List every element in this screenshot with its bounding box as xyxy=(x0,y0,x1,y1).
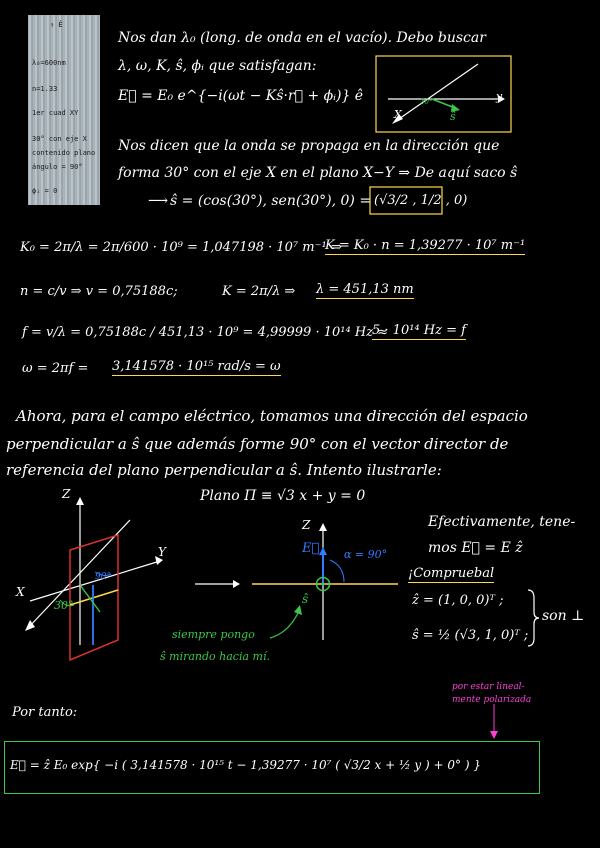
pol-note-arrowhead xyxy=(490,731,498,739)
pol-note-1: por estar lineal- xyxy=(452,682,525,692)
pol-note-2: mente polarizada xyxy=(452,695,532,705)
inset-label-y: y xyxy=(496,90,503,103)
axis-z-arrowhead xyxy=(76,497,84,505)
transition-arrowhead xyxy=(233,580,240,588)
thumb-line: ↑ Ê xyxy=(50,21,63,29)
f-calc: f = v/λ = 0,75188c / 451,13 · 10⁹ = 4,99999 · 10¹⁴ Hz ≈ xyxy=(22,325,389,340)
s-formula: ŝ = (cos(30°), sen(30°), 0) = xyxy=(170,193,372,209)
diagram-left-y: Y xyxy=(158,545,166,559)
field-line-3: referencia del plano perpendicular a ŝ. Intento ilustrarle: xyxy=(6,461,442,479)
check-note: ¡Compruebal xyxy=(408,566,495,581)
perpendicular-note: son ⊥ xyxy=(542,608,585,624)
inset-x-axis xyxy=(396,64,478,121)
perp-brace xyxy=(528,590,539,646)
diagram-left-angle-30: 30° xyxy=(54,599,74,612)
thumb-line: λ₀=600nm xyxy=(32,59,66,67)
thumb-line: 30° con eje X xyxy=(32,135,87,143)
e-field-arrowhead xyxy=(319,547,327,555)
field-line-1: Ahora, para el campo eléctrico, tomamos una dirección del espacio xyxy=(16,407,528,425)
diagram-note-1: siempre pongo xyxy=(172,628,255,641)
s-vector-left xyxy=(80,585,100,612)
omega-calc: ω = 2πf = xyxy=(22,361,89,376)
thumb-line: 1er cuad XY xyxy=(32,109,79,117)
direction-line-2: forma 30° con el eje X en el plano X−Y ⇒ De aquí saco ŝ xyxy=(118,165,518,181)
z-vector: ẑ = (1, 0, 0)ᵀ ; xyxy=(412,593,504,608)
omega-result: 3,141578 · 10¹⁵ rad/s = ω xyxy=(112,359,281,374)
k0-calc: K₀ = 2π/λ = 2π/600 · 10⁹ = 1,047198 · 10⁷ m⁻¹ ⇒ xyxy=(20,240,342,255)
k-result: K = K₀ · n = 1,39277 · 10⁷ m⁻¹ xyxy=(325,238,526,253)
diagram-right-s: ŝ xyxy=(302,592,309,606)
note-pointer xyxy=(270,613,298,638)
thumb-line: n=1.33 xyxy=(32,85,58,93)
diagram-left-angle-90: 90° xyxy=(95,572,111,582)
lambda-result: λ = 451,13 nm xyxy=(316,282,414,297)
intro-line-1: Nos dan λ₀ (long. de onda en el vacío). Debo buscar xyxy=(118,30,486,46)
conclusion-line-2: mos E⃗ = E ẑ xyxy=(428,540,523,556)
k-lambda: K = 2π/λ ⇒ xyxy=(222,284,296,299)
diagram-right-e: E⃗ xyxy=(302,541,320,556)
note-pointer-head xyxy=(294,605,302,615)
diagram-left-x: X xyxy=(16,585,25,599)
n-calc: n = c/v ⇒ v = 0,75188c; xyxy=(20,284,178,299)
s-out-of-page-dot xyxy=(321,582,324,585)
diagram-right-alpha: α = 90° xyxy=(344,548,388,561)
intro-line-2: λ, ω, K, ŝ, ϕᵢ que satisfagan: xyxy=(118,58,317,74)
inset-label-s: ŝ xyxy=(450,110,456,123)
wave-equation: E⃗ = E₀ e^{−i(ωt − Kŝ·r⃗ + ϕᵢ)} ê xyxy=(118,88,364,104)
thumb-line: ángulo = 90° xyxy=(32,163,83,171)
f-result: 5 · 10¹⁴ Hz = f xyxy=(372,323,466,338)
field-line-2: perpendicular a ŝ que además forme 90° con el vector director de xyxy=(6,435,509,453)
thumb-line: ϕᵢ = 0 xyxy=(32,187,58,195)
inset-label-x: X xyxy=(394,108,402,121)
final-equation: E⃗ = ẑ E₀ exp{ −i ( 3,141578 · 10¹⁵ t − 1,39277 · 10⁷ ( √3/2 x + ½ y ) + 0° ) } xyxy=(10,758,481,772)
inset-angle: 30° xyxy=(420,98,433,106)
direction-line-1: Nos dicen que la onda se propaga en la dirección que xyxy=(118,138,500,154)
por-tanto: Por tanto: xyxy=(12,705,78,720)
s-vector: ŝ = ½ (√3, 1, 0)ᵀ ; xyxy=(412,628,529,643)
axis-z-right-arrowhead xyxy=(319,523,327,531)
diagram-left-z: Z xyxy=(62,487,71,501)
inset-s-vector xyxy=(432,99,455,108)
plane-equation: Plano Π ≡ √3 x + y = 0 xyxy=(200,488,366,504)
conclusion-line-1: Efectivamente, tene- xyxy=(428,514,576,530)
thumb-line: contenido plano xyxy=(32,149,96,157)
s-result: (√3/2 , 1/2 , 0) xyxy=(374,193,468,208)
diagram-right-z: Z xyxy=(302,518,311,532)
direction-arrow: ⟶ xyxy=(148,193,169,209)
alpha-arc xyxy=(330,560,344,582)
diagram-note-2: ŝ mirando hacia mí. xyxy=(160,650,270,663)
